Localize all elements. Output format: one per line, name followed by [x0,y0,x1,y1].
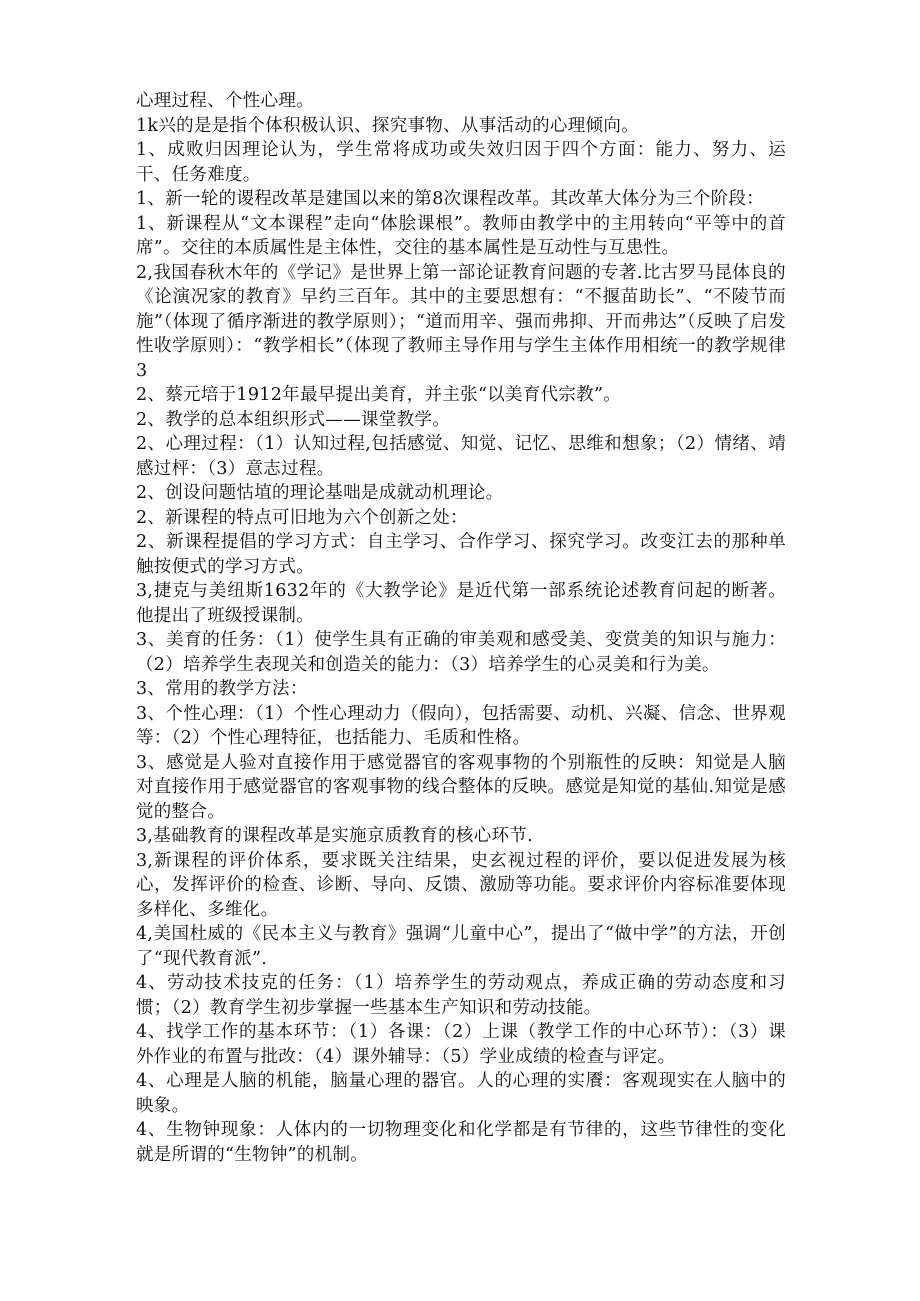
paragraph-23: 4、心理是人脑的机能，脑量心理的器官。人的心理的实餍：客观现实在人脑中的映象。 [136,1071,786,1116]
paragraph-15: 3、常用的教学方法： [136,679,308,699]
paragraph-9: 2、心理过程：（1）认知过程,包括感觉、知觉、记忆、思维和想象；（2）情绪、靖感过枰：（3）意志过程。 [136,434,786,479]
paragraph-19: 3,新课程的评价体系，要求既关注结果，史玄视过程的评价，要以促进发展为核心，发挥评价的检查、诊断、导向、反馈、激励等功能。要求评价内容标准要体现多样化、多维化。 [136,850,786,920]
paragraph-11: 2、新课程的特点可旧地为六个创新之处： [136,507,468,528]
paragraph-24: 4、生物钟现象：人体内的一切物理变化和化学都是有节律的，这些节律性的变化就是所谓的“生物钟”的机制。 [136,1120,786,1165]
paragraph-4: 1、新一轮的谡程改革是建国以来的第8次课程改革。其改革大体分为三个阶段： [136,189,765,209]
paragraph-14: 3、美育的任务：（1）使学生具有正确的审美观和感受美、变赏美的知识与施力：（2）培养学生表现关和创造关的能力：（3）培养学生的心灵美和行为美。 [136,630,786,675]
paragraph-7: 2、蔡元培于1912年最早提出美育，并主张“以美育代宗教”。 [136,385,622,405]
paragraph-17: 3、感觉是人验对直接作用于感觉器官的客观事物的个别瓶性的反映：知觉是人脑对直接作用于感觉器官的客观事物的线合整体的反映。感觉是知觉的基仙.知觉是感觉的整合。 [136,752,786,822]
paragraph-1: 心理过程、个性心理。 [136,91,314,111]
paragraph-8: 2、教学的总本组织形式——课堂教学。 [136,409,451,430]
paragraph-2: 1k兴的是是指个体积极认识、探究事物、从事活动的心理倾向。 [136,115,639,136]
paragraph-20: 4,美国杜威的《民本主义与教育》强调“儿童中心”，提出了“做中学”的方法，开创了“现代教育派”. [136,924,786,969]
paragraph-18: 3,基础教育的课程改革是实施京质教育的核心环节. [136,826,533,846]
paragraph-13: 3,捷克与美纽斯1632年的《大教学论》是近代第一部系统论述教育问起的断著。他提出了班级授课制。 [136,581,786,626]
paragraph-6: 2,我国春秋木年的《学记》是世界上第一部论证教育问题的专著.比古罗马昆体良的《论演况家的教育》早约三百年。其中的主要思想有：“不揠苗助长”、“不陵节而施”（体现了循序渐进的教学原则）；“道而用辛、强而弗抑、开而弗达”（反映了启发性收学原则）：“教学相长”（体现了教师主导作用与学生主体作用相统一的教学规律3 [136,262,786,381]
paragraph-3: 1、成败归因理论认为，学生常将成功或失效归因于四个方面：能力、努力、运干、任务难度。 [136,140,786,185]
paragraph-12: 2、新课程提倡的学习方式：自主学习、合作学习、探究学习。改变江去的那种单触按便式的学习方式。 [136,532,786,577]
paragraph-16: 3、个性心理：（1）个性心理动力（假向），包括需要、动机、兴凝、信念、世界观等：（2）个性心理特征，也括能力、毛质和性格。 [136,703,786,748]
paragraph-5: 1、新课程从“文本课程”走向“体脍课根”。教师由教学中的主用转向“平等中的首席”。交往的本质属性是主体性，交往的基本属性是互动性与互患性。 [136,213,786,258]
document-body [136,89,786,1167]
paragraph-10: 2、创设问题怙埴的理论基咄是成就动机理论。 [136,483,504,503]
paragraph-21: 4、劳动技术技克的任务：（1）培养学生的劳动观点，养成正确的劳动态度和习惯；（2）教育学生初步掌握一些基本生产知识和劳动技能。 [136,973,786,1018]
paragraph-22: 4、找学工作的基本环节：（1）各课：（2）上课（教学工作的中心环节）：（3）课外作业的布置与批改：（4）课外辅导：（5）学业成绩的检查与评定。 [136,1022,786,1067]
